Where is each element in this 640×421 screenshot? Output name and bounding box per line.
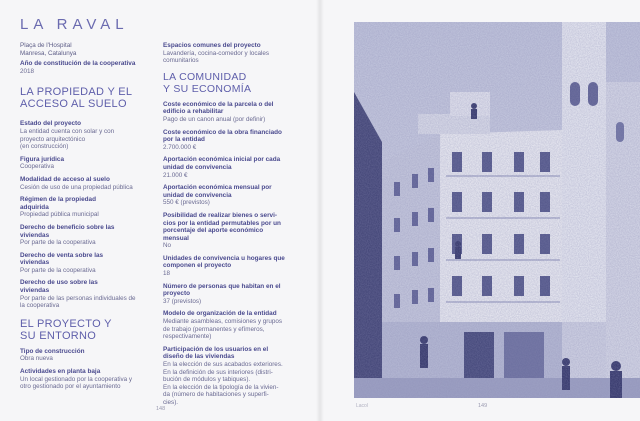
info-item-label: Número de personas que habitan en el proyecto	[163, 282, 281, 298]
info-item	[20, 252, 155, 275]
info-item-value: 550 € (previstos)	[163, 199, 210, 207]
info-item	[20, 279, 155, 309]
info-item-label: Unidades de convivencia u hogares que componen el proyecto	[163, 254, 285, 270]
project-items-list	[20, 348, 155, 391]
property-items-list	[20, 120, 155, 309]
info-item	[163, 184, 298, 207]
info-item	[20, 368, 155, 391]
section-heading-line: Y SU ECONOMÍA	[163, 82, 252, 95]
page-number-right: 149	[478, 403, 488, 409]
info-item	[163, 129, 298, 152]
building-render-image	[354, 22, 640, 398]
left-column-1	[20, 42, 155, 391]
info-item-label: Aportación económica mensual por unidad de convivencia	[163, 184, 272, 199]
info-item	[20, 224, 155, 247]
info-item	[163, 346, 298, 407]
common-spaces-value: Lavandería, cocina-comedor y locales comunitarios	[163, 49, 270, 65]
info-item	[163, 255, 298, 278]
section-heading-line: SU ENTORNO	[20, 329, 97, 342]
section-heading-line: LA COMUNIDAD	[163, 70, 247, 83]
info-item-value: Por parte de la cooperativa	[20, 266, 96, 274]
info-item	[20, 120, 155, 150]
info-item-value: En la elección de sus acabados exteriores. En la definición de sus interiores (distri- bución de módulos y tabiques). En la elección de la tipología de la vivien- da (número de habitaciones y superfi- cies).	[163, 361, 283, 406]
info-item-value: Obra nueva	[20, 355, 53, 363]
info-item-value: Por parte de las personas individuales de la cooperativa	[20, 294, 136, 310]
section-heading-line: LA PROPIEDAD Y EL	[20, 86, 133, 99]
image-credit: Lacol	[356, 403, 368, 409]
info-item-value: Pago de un canon anual (por definir)	[163, 115, 266, 123]
address-line-2: Manresa, Catalunya	[20, 49, 77, 57]
section-heading-line: ACCESO AL SUELO	[20, 98, 127, 111]
page-number-left: 148	[156, 406, 166, 412]
info-item-value: 2.700.000 €	[163, 143, 197, 151]
info-item-label: Coste económico de la parcela o del edificio a rehabilitar	[163, 100, 274, 116]
founding-year-value: 2018	[20, 67, 35, 75]
page-title: LA RAVAL	[20, 16, 129, 33]
info-item	[20, 156, 155, 171]
info-item-value: Por parte de la cooperativa	[20, 239, 96, 247]
info-item-value: Mediante asambleas, comisiones y grupos de trabajo (permanentes y efímeros, respectivamente)	[163, 318, 283, 341]
founding-year-label: Año de constitución de la cooperativa	[20, 60, 136, 68]
info-item-value: 21.000 €	[163, 171, 188, 179]
info-item-value: 37 (previstos)	[163, 297, 202, 305]
section-project-heading	[20, 318, 155, 342]
common-spaces-label: Espacios comunes del proyecto	[163, 42, 261, 49]
info-item-label: Posibilidad de realizar bienes o servi- cios por la entidad permutables por un porcentaje del aporte económico mensual	[163, 211, 281, 242]
info-item-label: Modalidad de acceso al suelo	[20, 175, 110, 183]
info-item	[163, 212, 298, 250]
info-item-value: La entidad cuenta con solar y con proyecto arquitectónico (en construcción)	[20, 127, 115, 151]
info-item	[163, 101, 298, 124]
info-item-label: Derecho de uso sobre las viviendas	[20, 279, 98, 295]
info-item-label: Aportación económica inicial por cada unidad de convivencia	[163, 156, 281, 171]
section-community-heading	[163, 71, 298, 95]
info-item-label: Régimen de la propiedad adquirida	[20, 196, 96, 211]
info-item-label: Actividades en planta baja	[20, 368, 101, 376]
info-item-value: Propiedad pública municipal	[20, 211, 99, 219]
section-heading-line: EL PROYECTO Y	[20, 317, 112, 330]
info-item-label: Derecho de beneficio sobre las viviendas	[20, 223, 115, 239]
info-item	[20, 196, 155, 219]
info-item-label: Coste económico de la obra financiado por la entidad	[163, 128, 282, 144]
info-item-label: Participación de los usuarios en el diseño de las viviendas	[163, 345, 269, 361]
info-item	[163, 283, 298, 306]
info-item-value: Cooperativa	[20, 163, 54, 171]
info-item-value: Un local gestionado por la cooperativa y otro gestionado por el ayuntamiento	[20, 375, 133, 391]
right-page	[320, 0, 640, 421]
info-item-value: Cesión de uso de una propiedad pública	[20, 183, 133, 191]
info-item-label: Derecho de venta sobre las viviendas	[20, 251, 104, 267]
book-gutter	[316, 0, 324, 421]
info-item	[20, 348, 155, 363]
info-item	[163, 156, 298, 179]
info-item-label: Modelo de organización de la entidad	[163, 310, 277, 318]
info-item-value: 18	[163, 270, 171, 278]
address-line-1: Plaça de l'Hospital	[20, 42, 72, 49]
info-item-label: Figura jurídica	[20, 155, 65, 163]
building-illustration	[354, 22, 640, 398]
section-property-heading	[20, 86, 155, 110]
left-column-2	[163, 42, 298, 407]
info-item-value: No	[163, 242, 172, 250]
info-item-label: Tipo de construcción	[20, 347, 85, 355]
info-item-label: Estado del proyecto	[20, 120, 82, 128]
info-item	[20, 176, 155, 191]
community-items-list	[163, 101, 298, 407]
info-item	[163, 310, 298, 340]
